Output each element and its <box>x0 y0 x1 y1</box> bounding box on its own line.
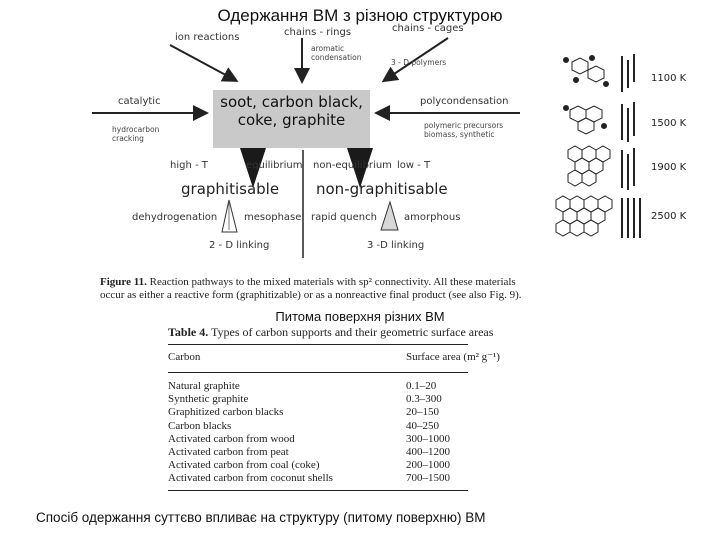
label-polycondensation: polycondensation <box>420 96 509 107</box>
figure-caption <box>100 276 570 302</box>
table-label: Table 4. <box>168 325 209 339</box>
figure-caption-label: Figure 11. <box>100 276 147 288</box>
row-area: 300–1000 <box>406 432 450 445</box>
arrow-ion-reactions <box>170 45 235 80</box>
table-header-rule <box>168 372 468 373</box>
table-col-surface-area: Surface area (m² g⁻¹) <box>406 351 500 363</box>
temp-label-1: 1100 K <box>651 73 687 84</box>
row-carbon: Activated carbon from coconut shells <box>168 472 333 485</box>
table-col-carbon: Carbon <box>168 351 201 363</box>
row-area: 0.1–20 <box>406 380 437 392</box>
conclusion-text: Спосіб одержання суттєво впливає на структуру (питому поверхню) ВМ <box>36 510 486 525</box>
table-row <box>168 472 468 485</box>
label-chains-cages: chains - cages <box>392 23 464 34</box>
table-top-rule <box>168 344 468 345</box>
triangle-2d-linking <box>222 200 237 232</box>
center-box-materials: soot, carbon black, coke, graphite <box>213 90 370 148</box>
table-row <box>168 433 468 446</box>
label-dehydrogenation: dehydrogenation <box>132 212 218 223</box>
table-title-text: Types of carbon supports and their geometric surface areas <box>211 325 494 339</box>
label-polymeric-precursors: polymeric precursors biomass, synthetic <box>424 121 504 139</box>
label-2d-linking: 2 - D linking <box>209 240 270 251</box>
row-area: 400–1200 <box>406 445 450 458</box>
figure-caption-line1: Reaction pathways to the mixed materials with sp² connectivity. All these materials <box>149 276 516 288</box>
label-rapid-quench: rapid quench <box>311 212 377 223</box>
row-area: 40–250 <box>406 419 439 432</box>
molecular-structures-icon <box>556 54 640 238</box>
row-area: 0.3–300 <box>406 393 442 406</box>
table-title <box>168 325 548 340</box>
row-carbon: Graphitized carbon blacks <box>168 406 284 419</box>
row-carbon: Synthetic graphite <box>168 393 249 406</box>
figure-caption-line2: occur as either a reactive form (graphitizable) or as a nonreactive final product (see also Fig. 9). <box>100 289 522 301</box>
temp-label-2: 1500 K <box>651 118 687 129</box>
row-carbon: Activated carbon from peat <box>168 445 289 458</box>
label-graphitisable: graphitisable <box>181 180 280 198</box>
temp-label-4: 2500 K <box>651 211 687 222</box>
label-non-equilibrium: non-equilibrium <box>313 160 392 171</box>
label-high-t: high - T <box>170 160 208 171</box>
label-ion-reactions: ion reactions <box>175 32 240 43</box>
row-carbon: Activated carbon from coal (coke) <box>168 459 320 472</box>
label-amorphous: amorphous <box>404 212 461 223</box>
table-bottom-rule <box>168 490 468 491</box>
label-3d-linking: 3 -D linking <box>367 240 425 251</box>
table-row <box>168 420 468 433</box>
row-carbon: Carbon blacks <box>168 419 232 432</box>
row-carbon: Activated carbon from wood <box>168 432 295 445</box>
row-carbon: Natural graphite <box>168 380 240 392</box>
row-area: 200–1000 <box>406 459 450 472</box>
row-area: 20–150 <box>406 406 439 419</box>
slide-title: Одержання ВМ з різною структурою <box>217 6 503 25</box>
label-catalytic: catalytic <box>118 96 161 107</box>
triangle-3d-linking <box>381 202 398 230</box>
label-3d-polymers: 3 - D polymers <box>391 58 447 67</box>
table-row <box>168 459 468 472</box>
table-body <box>168 380 468 486</box>
label-chains-rings: chains - rings <box>284 27 352 38</box>
label-aromatic-condensation: aromatic condensation <box>311 44 362 62</box>
label-mesophase: mesophase <box>244 212 302 223</box>
label-hydrocarbon-cracking: hydrocarbon cracking <box>112 125 160 143</box>
table-row <box>168 406 468 419</box>
surface-area-heading: Питома поверхня різних ВМ <box>275 309 445 324</box>
table-row <box>168 380 468 393</box>
temp-label-3: 1900 K <box>651 162 687 173</box>
label-non-graphitisable: non-graphitisable <box>316 180 448 198</box>
label-low-t: low - T <box>397 160 431 171</box>
table-row <box>168 393 468 406</box>
row-area: 700–1500 <box>406 472 450 485</box>
table-row <box>168 446 468 459</box>
label-equilibrium: equilibrium <box>246 160 303 171</box>
